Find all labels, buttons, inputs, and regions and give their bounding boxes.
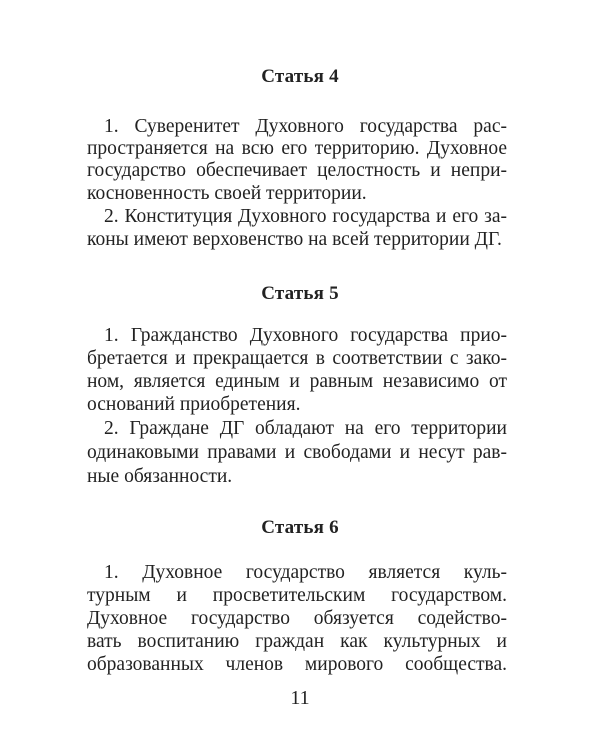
article-6-heading: Статья 6 bbox=[261, 517, 339, 538]
article-5-line-3: ном, является единым и равным независимо от bbox=[87, 371, 507, 392]
article-5-line-4: оснований приобретения. bbox=[87, 394, 301, 415]
page-number: 11 bbox=[290, 687, 310, 709]
article-4-heading: Статья 4 bbox=[261, 66, 339, 87]
article-4-line-6: коны имеют верховенство на всей территории ДГ. bbox=[87, 229, 502, 250]
article-5-line-6: одинаковыми правами и свободами и несут рав- bbox=[87, 442, 507, 463]
article-5-heading: Статья 5 bbox=[261, 283, 339, 304]
article-6-line-5: образованных членов мирового сообщества. bbox=[87, 654, 507, 675]
article-5-line-2: бретается и прекращается в соответствии с зако- bbox=[87, 348, 507, 369]
article-4-line-5: 2. Конституция Духовного государства и его за- bbox=[104, 206, 507, 227]
article-6-line-4: вать воспитанию граждан как культурных и bbox=[87, 631, 507, 652]
article-4-line-2: пространяется на всю его территорию. Духовное bbox=[87, 138, 507, 159]
article-4-line-4: косновенность своей территории. bbox=[87, 183, 367, 204]
article-6-line-2: турным и просветительским государством. bbox=[87, 585, 507, 606]
article-4-line-1: 1. Суверенитет Духовного государства рас- bbox=[104, 116, 507, 137]
article-5-line-5: 2. Граждане ДГ обладают на его территории bbox=[104, 418, 507, 439]
article-4-line-3: государство обеспечивает целостность и непри- bbox=[87, 160, 507, 181]
article-6-line-1: 1. Духовное государство является куль- bbox=[104, 562, 507, 583]
article-5-line-7: ные обязанности. bbox=[87, 466, 233, 487]
article-5-line-1: 1. Гражданство Духовного государства прио- bbox=[104, 325, 507, 346]
article-6-line-3: Духовное государство обязуется содейство- bbox=[87, 608, 507, 629]
